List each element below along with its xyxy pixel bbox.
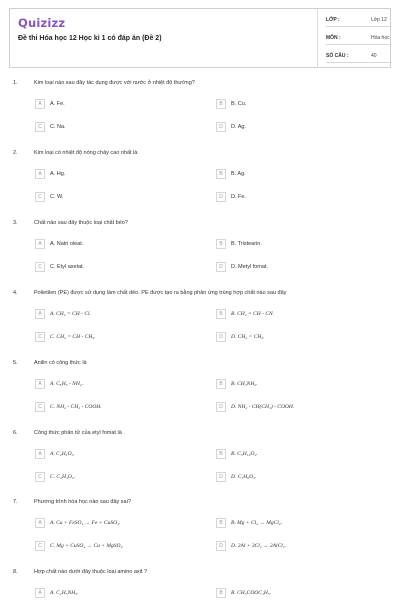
- option-a[interactable]: [35, 239, 200, 250]
- option-letter-box: D: [216, 332, 226, 342]
- option-letter-box: B: [216, 99, 226, 109]
- option-text: A. Natri oleat.: [50, 241, 84, 247]
- option-b[interactable]: [216, 239, 381, 250]
- option-text: D. C₃H₆O₂.: [231, 474, 257, 480]
- option-text: B. Tristearin.: [231, 241, 262, 247]
- option-text: D. 2Al + 3Cl₂ → 2AlCl₃.: [231, 543, 287, 549]
- option-letter-box: A: [35, 449, 45, 459]
- option-text: B. CH₂ = CH - CN.: [231, 311, 275, 317]
- option-a[interactable]: [35, 309, 200, 320]
- question-text: Anilin có công thức là: [34, 360, 87, 366]
- option-text: D. CH₂ = CH₂.: [231, 334, 265, 340]
- option-d[interactable]: [216, 122, 381, 133]
- option-letter-box: C: [35, 332, 45, 342]
- question-text: Phương trình hóa học nào sau đây sai?: [34, 499, 131, 505]
- option-text: A. Hg.: [50, 171, 66, 177]
- option-text: A. Cu + FeSO₄ → Fe + CuSO₄.: [50, 520, 121, 526]
- option-b[interactable]: [216, 379, 381, 390]
- option-letter-box: C: [35, 472, 45, 482]
- exam-meta-panel: [317, 9, 390, 67]
- option-letter-box: A: [35, 379, 45, 389]
- option-letter-box: A: [35, 169, 45, 179]
- meta-label: MÔN :: [326, 35, 341, 41]
- option-b[interactable]: [216, 99, 381, 110]
- option-d[interactable]: [216, 541, 381, 552]
- option-text: A. CH₂ = CH - Cl.: [50, 311, 91, 317]
- option-letter-box: A: [35, 309, 45, 319]
- question-number: 8.: [13, 569, 18, 575]
- option-a[interactable]: [35, 99, 200, 110]
- exam-header: [9, 8, 391, 68]
- option-letter-box: B: [216, 239, 226, 249]
- meta-underline: [326, 44, 390, 45]
- option-letter-box: D: [216, 541, 226, 551]
- meta-value: 40: [371, 53, 377, 59]
- question-text: Kim loại có nhiệt độ nóng chảy cao nhất là: [34, 150, 138, 156]
- meta-underline: [326, 26, 390, 27]
- option-text: D. NH₂ - CH(CH₃) - COOH.: [231, 404, 295, 410]
- option-c[interactable]: [35, 262, 200, 273]
- option-c[interactable]: [35, 332, 200, 343]
- option-text: B. Ag.: [231, 171, 246, 177]
- option-letter-box: B: [216, 169, 226, 179]
- option-a[interactable]: [35, 449, 200, 460]
- option-text: A. C₆H₅ - NH₂.: [50, 381, 84, 387]
- question-number: 2.: [13, 150, 18, 156]
- option-text: B. Mg + Cl₂ → MgCl₂.: [231, 520, 283, 526]
- option-letter-box: B: [216, 449, 226, 459]
- option-text: A. Fe.: [50, 101, 65, 107]
- option-text: C. NH₂ - CH₂ - COOH.: [50, 404, 102, 410]
- option-text: B. Cu.: [231, 101, 247, 107]
- option-text: B. CH₃COOC₂H₅.: [231, 590, 272, 596]
- option-letter-box: C: [35, 192, 45, 202]
- option-c[interactable]: [35, 122, 200, 133]
- question-text: Kim loại nào sau đây tác dụng được với nước ở nhiệt độ thường?: [34, 80, 195, 86]
- option-c[interactable]: [35, 192, 200, 203]
- meta-label: LỚP :: [326, 17, 340, 23]
- option-text: C. W.: [50, 194, 64, 200]
- option-c[interactable]: [35, 472, 200, 483]
- meta-value: Lớp 12: [371, 17, 387, 23]
- question-number: 5.: [13, 360, 18, 366]
- option-text: D. Metyl fomat.: [231, 264, 268, 270]
- meta-row-question-count: [318, 47, 392, 65]
- option-d[interactable]: [216, 472, 381, 483]
- option-b[interactable]: [216, 518, 381, 529]
- option-b[interactable]: [216, 169, 381, 180]
- option-d[interactable]: [216, 192, 381, 203]
- exam-title: Đề thi Hóa học 12 Học kì 1 có đáp án (Đề 2): [18, 35, 162, 42]
- option-c[interactable]: [35, 541, 200, 552]
- quizizz-logo: Quizizz: [18, 16, 66, 30]
- option-text: D. Ag.: [231, 124, 246, 130]
- option-d[interactable]: [216, 332, 381, 343]
- option-letter-box: C: [35, 541, 45, 551]
- option-b[interactable]: [216, 449, 381, 460]
- option-letter-box: C: [35, 122, 45, 132]
- option-letter-box: D: [216, 472, 226, 482]
- option-text: C. Etyl axetat.: [50, 264, 85, 270]
- option-letter-box: D: [216, 192, 226, 202]
- meta-row-subject: [318, 29, 392, 47]
- option-b[interactable]: [216, 588, 381, 599]
- option-letter-box: C: [35, 402, 45, 412]
- question-text: Polietilen (PE) được sử dụng làm chất dẻo. PE được tạo ra bằng phản ứng trùng hợp chất nào sau đây: [34, 290, 287, 296]
- option-letter-box: A: [35, 99, 45, 109]
- meta-underline: [326, 62, 390, 63]
- option-text: A. C₂H₅NH₂.: [50, 590, 79, 596]
- option-letter-box: C: [35, 262, 45, 272]
- option-letter-box: A: [35, 588, 45, 598]
- option-text: B. CH₃NH₂.: [231, 381, 258, 387]
- option-text: C. Mg + CuSO₄ → Cu + MgSO₄.: [50, 543, 124, 549]
- meta-value: Hóa học: [371, 35, 390, 41]
- question-text: Hợp chất nào dưới đây thuộc loại amino axit ?: [34, 569, 148, 575]
- option-a[interactable]: [35, 379, 200, 390]
- option-text: A. C₄H₈O₂.: [50, 451, 75, 457]
- option-text: D. Fe.: [231, 194, 246, 200]
- option-letter-box: A: [35, 239, 45, 249]
- option-letter-box: B: [216, 309, 226, 319]
- option-d[interactable]: [216, 262, 381, 273]
- meta-label: SỐ CÂU :: [326, 53, 349, 59]
- option-a[interactable]: [35, 588, 200, 599]
- option-text: C. CH₂ = CH - CH₃.: [50, 334, 96, 340]
- option-text: C. C₂H₄O₂.: [50, 474, 76, 480]
- option-c[interactable]: [35, 402, 200, 413]
- question-text: Công thức phân tử của etyl fomat là: [34, 430, 122, 436]
- option-d[interactable]: [216, 402, 381, 413]
- option-letter-box: D: [216, 402, 226, 412]
- option-text: C. Na.: [50, 124, 66, 130]
- option-letter-box: B: [216, 588, 226, 598]
- option-letter-box: D: [216, 122, 226, 132]
- option-letter-box: A: [35, 518, 45, 528]
- option-a[interactable]: [35, 518, 200, 529]
- question-number: 6.: [13, 430, 18, 436]
- meta-row-class: [318, 11, 392, 29]
- option-b[interactable]: [216, 309, 381, 320]
- option-a[interactable]: [35, 169, 200, 180]
- option-letter-box: D: [216, 262, 226, 272]
- option-text: B. C₅H₁₀O₂.: [231, 451, 258, 457]
- option-letter-box: B: [216, 518, 226, 528]
- question-number: 3.: [13, 220, 18, 226]
- option-letter-box: B: [216, 379, 226, 389]
- question-number: 1.: [13, 80, 18, 86]
- question-text: Chất nào sau đây thuộc loại chất béo?: [34, 220, 128, 226]
- question-number: 4.: [13, 290, 18, 296]
- question-number: 7.: [13, 499, 18, 505]
